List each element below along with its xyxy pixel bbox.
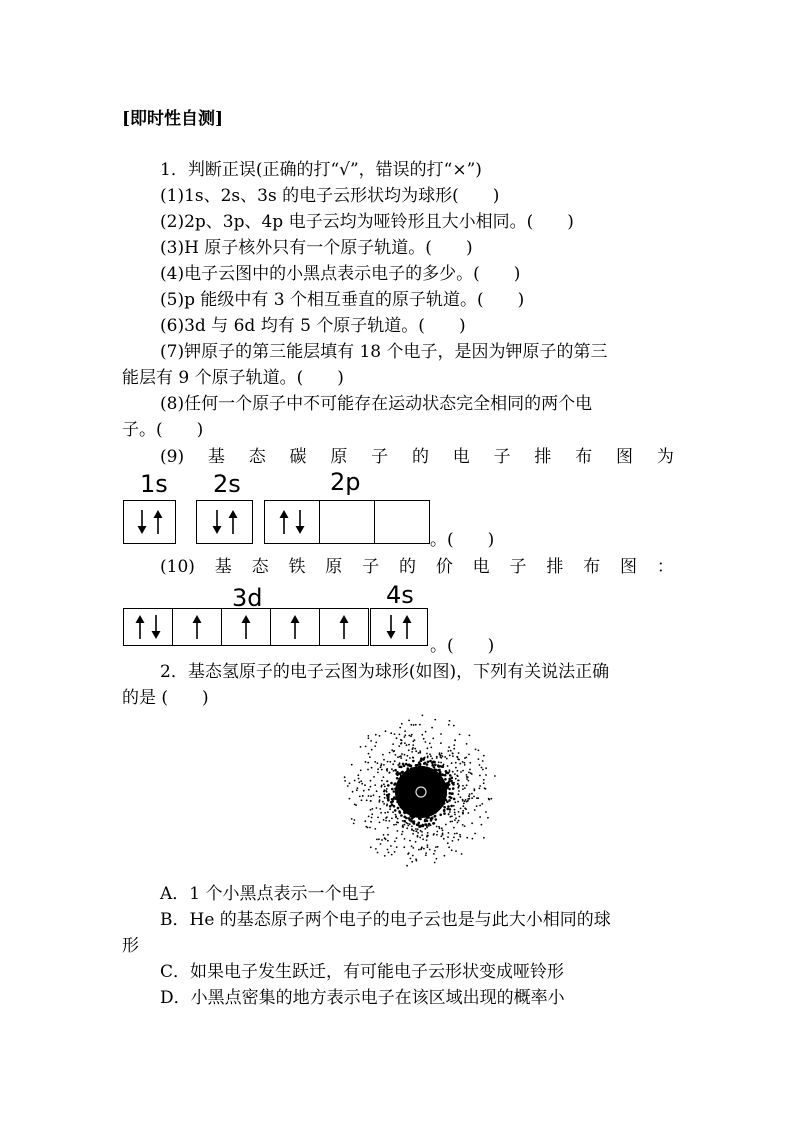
q1-item-10-char: 电 [472, 557, 490, 577]
q1-item-5: (5)p 能级中有 3 个相互垂直的原子轨道。( ) [160, 290, 525, 310]
q1-item-9-char: 电 [452, 447, 470, 467]
orbital-box [264, 500, 320, 544]
arrow-up-icon [191, 614, 203, 640]
q1-item-9-char: 原 [330, 447, 348, 467]
arrow-up-icon [401, 614, 413, 640]
orbital-box [270, 608, 320, 646]
q1-item-1: (1)1s、2s、3s 的电子云形状均为球形( ) [160, 186, 500, 206]
q1-item-9-char: 基 [207, 447, 225, 467]
orbital-box [123, 608, 173, 646]
orbital-box [370, 608, 428, 646]
orbital-box [196, 500, 253, 544]
q1-item-9-char: (9) [160, 447, 185, 467]
q2-stem-line2: 的是 ( ) [122, 688, 209, 708]
q1-item-9-char: 子 [493, 447, 511, 467]
label-1s: 1s [140, 470, 168, 498]
q1-item-7-line1: (7)钾原子的第三能层填有 18 个电子，是因为钾原子的第三 [160, 342, 608, 362]
arrow-up-icon [338, 614, 350, 640]
q2-option-d[interactable]: D．小黑点密集的地方表示电子在该区域出现的概率小 [160, 988, 565, 1008]
q1-item-9-tail: 。( ) [430, 530, 495, 550]
q1-item-10-char: 图 [620, 557, 638, 577]
q1-item-9-char: 图 [616, 447, 634, 467]
q1-item-10-char: 基 [214, 557, 232, 577]
orbital-group-2s [196, 500, 253, 544]
q1-item-10-char: 原 [325, 557, 343, 577]
arrow-up-icon [152, 509, 164, 535]
q2-option-c[interactable]: C．如果电子发生跃迁，有可能电子云形状变成哑铃形 [160, 962, 565, 982]
q1-item-10-char: ： [656, 557, 674, 577]
q1-item-10-stem [160, 555, 674, 579]
q1-item-10-char: 子 [509, 557, 527, 577]
q1-item-4: (4)电子云图中的小黑点表示电子的多少。( ) [160, 264, 521, 284]
q1-item-10-char: 铁 [288, 557, 306, 577]
q1-item-9-char: 的 [411, 447, 429, 467]
orbital-group-4s [370, 608, 428, 646]
q1-item-10-tail: 。( ) [430, 636, 495, 656]
label-4s: 4s [386, 581, 414, 609]
q1-item-9-char: 为 [656, 447, 674, 467]
q1-item-9-char: 子 [371, 447, 389, 467]
arrow-up-icon [289, 614, 301, 640]
q1-item-9-char: 态 [248, 447, 266, 467]
q2-option-b-line2: 形 [122, 936, 139, 956]
q1-stem: 1．判断正误(正确的打“√”，错误的打“×”) [160, 160, 482, 180]
arrow-down-icon [385, 614, 397, 640]
orbital-group-3d [123, 608, 369, 646]
arrow-up-icon [240, 614, 252, 640]
q1-item-9-char: 排 [534, 447, 552, 467]
electron-cloud-figure [341, 712, 501, 872]
orbital-box [123, 500, 176, 544]
label-2p: 2p [330, 468, 361, 496]
q1-item-10-char: 排 [546, 557, 564, 577]
orbital-box [374, 500, 430, 544]
q1-item-9-stem [160, 445, 674, 469]
q2-option-a[interactable]: A．1 个小黑点表示一个电子 [160, 884, 376, 904]
arrow-up-icon [278, 509, 290, 535]
arrow-down-icon [294, 509, 306, 535]
label-2s: 2s [213, 470, 241, 498]
q1-item-9-char: 碳 [289, 447, 307, 467]
q1-item-3: (3)H 原子核外只有一个原子轨道。( ) [160, 238, 473, 258]
q1-item-10-char: 价 [435, 557, 453, 577]
orbital-box [319, 608, 369, 646]
q1-item-10-char: 布 [583, 557, 601, 577]
q1-item-9-char: 布 [575, 447, 593, 467]
q1-item-6: (6)3d 与 6d 均有 5 个原子轨道。( ) [160, 316, 466, 336]
q2-stem-line1: 2．基态氢原子的电子云图为球形(如图)，下列有关说法正确 [160, 662, 610, 682]
q1-item-8-line1: (8)任何一个原子中不可能存在运动状态完全相同的两个电 [160, 394, 593, 414]
arrow-down-icon [150, 614, 162, 640]
orbital-group-2p [264, 500, 430, 544]
q1-item-10-char: 态 [251, 557, 269, 577]
q1-item-7-line2: 能层有 9 个原子轨道。( ) [122, 368, 344, 388]
arrow-up-icon [134, 614, 146, 640]
arrow-down-icon [211, 509, 223, 535]
orbital-group-1s [123, 500, 176, 544]
q1-item-2: (2)2p、3p、4p 电子云均为哑铃形且大小相同。( ) [160, 212, 574, 232]
q1-item-10-char: 的 [398, 557, 416, 577]
orbital-box [319, 500, 375, 544]
section-title: [即时性自测] [122, 109, 224, 129]
label-3d: 3d [232, 584, 263, 612]
q1-item-10-char: (10) [160, 557, 195, 577]
arrow-down-icon [136, 509, 148, 535]
q1-item-8-line2: 子。( ) [122, 420, 204, 440]
orbital-box [172, 608, 222, 646]
q2-option-b-line1[interactable]: B．He 的基态原子两个电子的电子云也是与此大小相同的球 [160, 910, 611, 930]
orbital-box [221, 608, 271, 646]
arrow-up-icon [227, 509, 239, 535]
q1-item-10-char: 子 [362, 557, 380, 577]
